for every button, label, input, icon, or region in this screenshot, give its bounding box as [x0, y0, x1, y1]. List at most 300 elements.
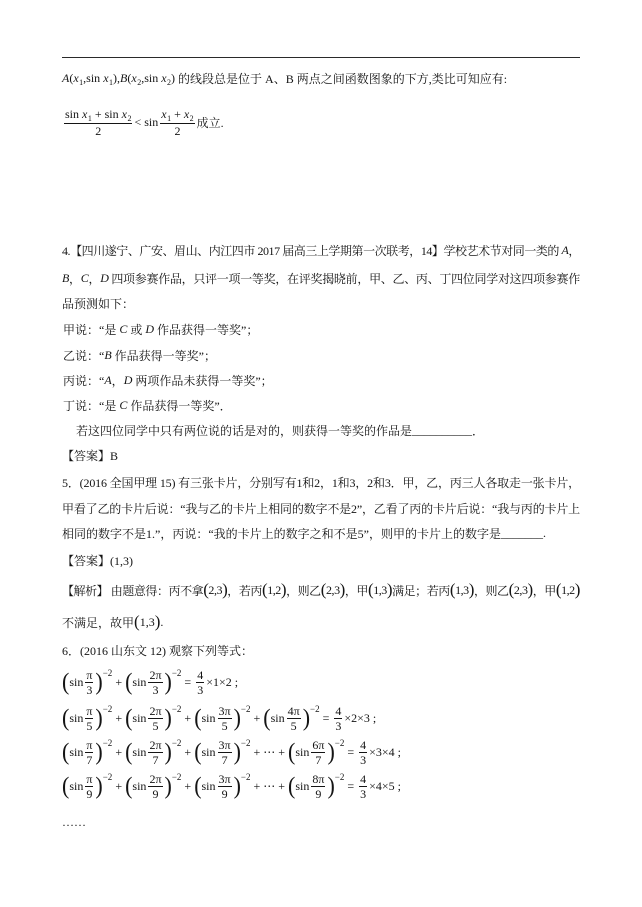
text-run: 4 [360, 771, 367, 786]
text-run: 2 [174, 123, 181, 138]
open-bracket: ( [367, 580, 374, 599]
subscript: 2 [127, 113, 132, 123]
fraction [85, 704, 93, 733]
delimiter: ) [302, 703, 311, 732]
close-bracket: ) [280, 580, 287, 599]
subscript: 1 [87, 113, 92, 123]
fraction [85, 772, 93, 801]
superscript-exponent: −2 [171, 668, 182, 678]
pair-values: 2,3 [208, 582, 223, 597]
text-run: 5 [290, 718, 297, 733]
math-variable-letter: x [103, 70, 109, 85]
statement-yi [63, 345, 216, 365]
delimiter: ( [125, 667, 133, 696]
problem-6-stem [62, 640, 253, 660]
math-variable-letter: x [82, 106, 88, 121]
math-variable-letter: x [161, 106, 167, 121]
text-run: 2 [95, 123, 102, 138]
math-variable-letter: D [145, 321, 155, 336]
problem-5-answer [62, 550, 133, 570]
text-run: sin [69, 744, 84, 759]
delimiter: ) [327, 737, 335, 766]
delimiter: ( [62, 667, 70, 696]
superscript-exponent: −2 [171, 738, 182, 748]
text-run: ，若丙 [227, 583, 262, 598]
text-run: 作品获得一等奖”． [127, 398, 232, 413]
text-run: < sin [134, 114, 159, 129]
text-run: 5 [86, 718, 93, 733]
text-run: 乙说：“ [63, 348, 105, 363]
statement-ding [63, 395, 232, 415]
math-variable [103, 71, 113, 86]
text-run: sin [65, 106, 83, 121]
fraction-denominator [311, 753, 325, 767]
fraction-numerator [218, 738, 232, 753]
text-run: ( [127, 70, 132, 85]
text-run: 4 [197, 667, 204, 682]
text-run: ，则乙 [286, 583, 321, 598]
superscript-exponent: −2 [171, 772, 182, 782]
math-variable-letter: D [100, 270, 109, 285]
text-run: ) [171, 70, 176, 85]
problem-4-stem-line-1 [62, 240, 580, 260]
math-variable [161, 71, 171, 86]
subscript: 2 [189, 113, 194, 123]
math-variable-letter: B [62, 270, 70, 285]
fraction-numerator [148, 772, 162, 787]
text-run: 成立. [196, 115, 224, 130]
ellipsis [62, 812, 86, 832]
fraction-numerator [160, 107, 194, 124]
text-run: ,sin [83, 70, 104, 85]
subscript: 1 [109, 77, 114, 87]
fraction [218, 772, 232, 801]
fraction-numerator [85, 738, 93, 753]
text-run: 的线段总是位于 A、B 两点之间函数图象的下方,类比可知应有: [175, 71, 508, 86]
fraction-denominator [85, 683, 93, 697]
fraction-denominator [359, 787, 367, 801]
math-variable [184, 107, 194, 123]
fraction-numerator [148, 668, 162, 683]
text-run: + [181, 744, 195, 759]
math-variable-letter: C [119, 397, 128, 412]
superscript-exponent: −2 [171, 704, 182, 714]
prev-problem-line-1 [62, 68, 507, 88]
text-run: 或 [127, 322, 146, 337]
text-run: 3π [218, 703, 231, 718]
pair-values: 1,3 [139, 614, 155, 629]
delimiter: ( [62, 737, 70, 766]
fraction-denominator [218, 787, 232, 801]
fraction-numerator [85, 704, 93, 719]
delimiter: ) [164, 737, 172, 766]
delimiter: ( [62, 703, 70, 732]
delimiter: ) [95, 737, 103, 766]
math-variable-letter: x [183, 106, 190, 121]
text-run: 丙说：“ [63, 373, 105, 388]
bracketed-pair [450, 580, 474, 600]
problem-4-answer [62, 445, 118, 465]
delimiter: ) [164, 771, 172, 800]
close-bracket: ) [574, 580, 580, 599]
text-run: 8π [312, 771, 325, 786]
text-run: + sin [91, 106, 122, 121]
text-run: 3π [218, 737, 231, 752]
text-run: ×4×5 ; [369, 778, 402, 793]
bracketed-pair [556, 580, 580, 600]
text-run: 7 [221, 752, 228, 767]
fraction-numerator [148, 704, 162, 719]
text-run: ,sin [141, 70, 162, 85]
answer-blank: __________ [412, 422, 473, 437]
fraction-denominator [148, 683, 162, 697]
text-run: 2π [149, 737, 162, 752]
superscript-exponent: −2 [240, 772, 251, 782]
math-variable-letter: x [121, 106, 127, 121]
superscript-exponent: −2 [240, 738, 251, 748]
text-run: ×3×4 ; [369, 744, 402, 759]
math-variable [161, 107, 171, 123]
close-bracket: ) [154, 612, 161, 631]
text-run: = [344, 778, 358, 793]
text-run: sin [201, 778, 216, 793]
text-run: sin [132, 778, 147, 793]
answer-blank: _______ [500, 525, 543, 540]
open-bracket: ( [508, 580, 514, 599]
text-run: 作品获得一等奖”； [154, 322, 259, 337]
text-run: ), [113, 70, 121, 85]
fraction-denominator [148, 753, 162, 767]
bracketed-pair [203, 580, 227, 600]
superscript-exponent: −2 [102, 668, 113, 678]
close-bracket: ) [222, 580, 228, 599]
fraction-denominator [64, 124, 132, 138]
text-run: sin [132, 710, 147, 725]
text-run: + [112, 778, 126, 793]
delimiter: ( [194, 771, 202, 800]
text-run: 2π [149, 771, 162, 786]
text-run: 甲说：“是 [63, 322, 120, 337]
text-run: ，甲 [532, 583, 556, 598]
text-run: 3 [360, 786, 367, 801]
text-run: 6π [312, 737, 325, 752]
subscript: 2 [137, 77, 142, 87]
delimiter: ) [327, 771, 335, 800]
equation-4 [62, 770, 401, 802]
subscript: 2 [167, 77, 172, 87]
open-bracket: ( [261, 580, 268, 599]
delimiter: ) [233, 703, 241, 732]
text-run: 4 [335, 703, 342, 718]
math-variable-letter: D [123, 372, 133, 387]
pair-values: 1,3 [373, 582, 387, 597]
fraction-denominator [359, 753, 367, 767]
text-run: 9 [152, 786, 159, 801]
text-run: 【解析】 由题意得：丙不拿 [62, 583, 204, 598]
delimiter: ) [233, 737, 241, 766]
math-variable [145, 322, 154, 337]
fraction [148, 772, 162, 801]
bracketed-pair [509, 580, 533, 600]
subscript: 1 [79, 77, 84, 87]
math-variable [73, 71, 83, 86]
math-variable [62, 271, 69, 286]
superscript-exponent: −2 [102, 738, 113, 748]
open-bracket: ( [320, 580, 326, 599]
problem-5-analysis-line-1 [62, 578, 580, 602]
problem-5-stem-line-1 [62, 472, 580, 492]
text-run: …… [62, 814, 86, 829]
text-run: ， [568, 243, 580, 258]
superscript-exponent: −2 [334, 772, 345, 782]
fraction [160, 107, 194, 138]
math-variable-letter: C [119, 321, 128, 336]
text-run: 3 [360, 752, 367, 767]
text-run: 3 [335, 718, 342, 733]
math-variable [82, 107, 92, 123]
fraction-numerator [85, 772, 93, 787]
math-variable-letter: x [73, 70, 79, 85]
bracketed-pair [321, 580, 345, 600]
math-variable-letter: x [131, 70, 137, 85]
superscript-exponent: −2 [102, 772, 113, 782]
problem-5-analysis-line-2 [62, 610, 163, 634]
superscript-exponent: −2 [240, 704, 251, 714]
text-run: 2π [149, 703, 162, 718]
fraction [287, 704, 301, 733]
superscript-exponent: −2 [334, 738, 345, 748]
math-variable [104, 348, 111, 363]
text-run: sin [69, 710, 84, 725]
fraction [148, 738, 162, 767]
math-variable [62, 71, 69, 86]
fraction [311, 738, 325, 767]
text-run: 两项作品未获得一等奖”； [132, 373, 273, 388]
text-run: sin [270, 710, 285, 725]
text-run: sin [295, 744, 310, 759]
fraction-denominator [311, 787, 325, 801]
math-variable [119, 322, 127, 337]
text-run: sin [295, 778, 310, 793]
close-bracket: ) [527, 580, 533, 599]
text-run: 9 [315, 786, 322, 801]
problem-5-stem-line-2 [62, 498, 580, 518]
text-run: 4.【四川遂宁、广安、眉山、内江四市 2017 届高三上学期第一次联考，14】学校艺术节对同一类的 [62, 243, 562, 258]
close-bracket: ) [386, 580, 393, 599]
fraction-numerator [311, 772, 325, 787]
statement-bing [63, 370, 273, 390]
text-run: + [250, 710, 264, 725]
text-run: 甲看了乙的卡片后说：“我与乙的卡片上相同的数字不是2”，乙看了丙的卡片后说：“我与丙的卡片上 [62, 501, 580, 516]
math-variable [81, 271, 89, 286]
text-run: + [181, 778, 195, 793]
fraction-numerator [218, 772, 232, 787]
delimiter: ) [233, 771, 241, 800]
pair-values: 2,3 [325, 582, 340, 597]
fraction [311, 772, 325, 801]
text-run: 9 [221, 786, 228, 801]
fraction-denominator [148, 719, 162, 733]
math-variable-letter: A [561, 242, 569, 257]
text-run: 4π [287, 703, 300, 718]
fraction-denominator [218, 753, 232, 767]
delimiter: ( [288, 771, 296, 800]
text-run: ， [88, 271, 101, 286]
delimiter: ( [62, 771, 70, 800]
fraction-denominator [85, 753, 93, 767]
text-run: sin [69, 674, 84, 689]
math-variable-letter: B [104, 347, 112, 362]
superscript-exponent: −2 [102, 704, 113, 714]
text-run: 【答案】(1,3) [62, 553, 133, 568]
text-run: ×2×3 ; [344, 710, 377, 725]
text-run: 3 [197, 682, 204, 697]
fraction [64, 107, 132, 138]
text-run: 9 [86, 786, 93, 801]
pair-values: 1,2 [561, 582, 575, 597]
fraction-numerator [85, 668, 93, 683]
delimiter: ( [125, 737, 133, 766]
text-run: 作品获得一等奖”； [111, 348, 216, 363]
delimiter: ( [263, 703, 271, 732]
bracketed-pair [368, 580, 392, 600]
text-run: + ⋯ + [250, 744, 289, 759]
subscript: 1 [167, 113, 172, 123]
fraction-numerator [287, 704, 301, 719]
delimiter: ) [164, 703, 172, 732]
text-run: 四项参赛作品，只评一项一等奖，在评奖揭晓前，甲、乙、丙、丁四位同学对这四项参赛作 [108, 271, 580, 286]
prev-problem-inequality [62, 106, 224, 138]
text-run: + [171, 106, 184, 121]
text-run: + [112, 674, 126, 689]
math-variable [100, 271, 108, 286]
text-run: ( [69, 70, 74, 85]
math-variable [124, 373, 133, 388]
text-run: ，则乙 [473, 583, 509, 598]
open-bracket: ( [203, 580, 209, 599]
text-run: 5．(2016 全国甲理 15) 有三张卡片，分别写有1和2，1和3，2和3．甲，乙，丙三人各取走一张卡片， [62, 475, 580, 490]
fraction [148, 668, 162, 697]
text-run: 丁说：“是 [63, 398, 120, 413]
header-rule [62, 57, 580, 58]
text-run: 若这四位同学中只有两位说的话是对的，则获得一等奖的作品是 [76, 423, 413, 438]
math-variable-letter: C [80, 270, 89, 285]
close-bracket: ) [468, 580, 474, 599]
equation-1 [62, 666, 238, 698]
fraction-numerator [196, 668, 204, 683]
equation-3 [62, 736, 401, 768]
math-variable [131, 71, 141, 86]
text-run: sin [201, 744, 216, 759]
fraction [334, 704, 342, 733]
text-run: . [160, 614, 164, 629]
text-run: ，甲 [344, 583, 368, 598]
text-run: 相同的数字不是1.”，丙说：“我的卡片上的数字之和不是5”，则甲的卡片上的数字是 [62, 526, 501, 541]
open-bracket: ( [134, 612, 140, 631]
fraction-numerator [334, 704, 342, 719]
text-run: 2π [149, 667, 162, 682]
text-run: sin [201, 710, 216, 725]
text-run: = [344, 744, 358, 759]
text-run: π [86, 703, 93, 718]
text-run: ×1×2 ; [206, 674, 239, 689]
bracketed-pair [134, 612, 160, 632]
delimiter: ( [125, 771, 133, 800]
pair-values: 2,3 [513, 582, 528, 597]
problem-4-stem-line-3 [62, 293, 134, 313]
problem-4-question [76, 420, 484, 440]
fraction [85, 738, 93, 767]
fraction [359, 772, 367, 801]
delimiter: ( [194, 703, 202, 732]
delimiter: ) [164, 667, 172, 696]
fraction [85, 668, 93, 697]
equation-2 [62, 702, 376, 734]
pair-values: 1,2 [267, 582, 281, 597]
math-variable-letter: A [104, 372, 112, 387]
fraction-numerator [148, 738, 162, 753]
text-run: + ⋯ + [250, 778, 289, 793]
text-run: 7 [86, 752, 93, 767]
delimiter: ) [95, 667, 103, 696]
math-variable [562, 243, 569, 258]
text-run: = [181, 674, 195, 689]
fraction-denominator [160, 124, 194, 138]
text-run: 5 [152, 718, 159, 733]
math-variable-letter: x [161, 70, 167, 85]
delimiter: ) [95, 771, 103, 800]
text-run: . [542, 525, 546, 540]
fraction [218, 738, 232, 767]
problem-5-stem-line-3 [62, 523, 546, 543]
bracketed-pair [262, 580, 286, 600]
text-run: 4 [360, 737, 367, 752]
fraction [218, 704, 232, 733]
delimiter: ( [125, 703, 133, 732]
fraction-denominator [85, 787, 93, 801]
text-run: 7 [152, 752, 159, 767]
text-run: 满足；若丙 [392, 583, 450, 598]
open-bracket: ( [555, 580, 562, 599]
text-run: π [86, 737, 93, 752]
text-run: ． [472, 423, 485, 438]
fraction [196, 668, 204, 697]
math-variable [104, 373, 111, 388]
math-variable-letter: B [120, 70, 128, 85]
delimiter: ) [95, 703, 103, 732]
math-variable [122, 107, 132, 123]
text-run: ， [111, 373, 124, 388]
text-run: 3π [218, 771, 231, 786]
math-variable [119, 398, 127, 413]
text-run: π [86, 771, 93, 786]
text-run: 品预测如下： [62, 296, 135, 311]
statement-jia [63, 319, 258, 339]
fraction [359, 738, 367, 767]
text-run: 3 [86, 682, 93, 697]
text-run: + [112, 744, 126, 759]
close-bracket: ) [339, 580, 345, 599]
fraction-denominator [148, 787, 162, 801]
text-run: sin [69, 778, 84, 793]
text-run: = [319, 710, 333, 725]
text-run: 7 [315, 752, 322, 767]
text-run: 5 [221, 718, 228, 733]
pair-values: 1,3 [455, 582, 469, 597]
math-variable-letter: A [62, 70, 70, 85]
superscript-exponent: −2 [310, 704, 320, 714]
fraction-numerator [218, 704, 232, 719]
